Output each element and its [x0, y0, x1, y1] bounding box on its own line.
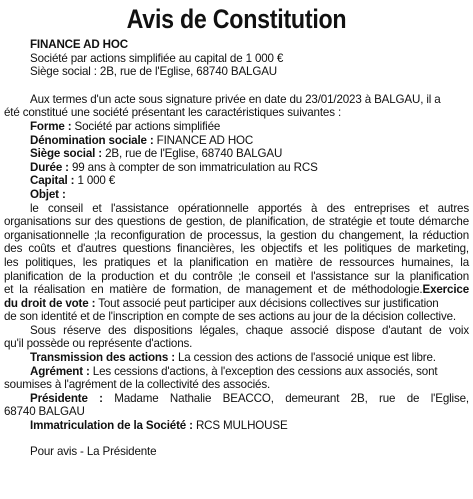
vote-line-2: de son identité et de l'inscription en compte de ses actions au jour de la décision collective.	[4, 310, 456, 324]
agrement-paragraph	[4, 365, 469, 392]
field-duree	[30, 161, 469, 175]
vote-text-1: Tout associé peut participer aux décisions collectives sur justification	[95, 296, 439, 310]
presidente-line-2: 68740 BALGAU	[4, 405, 85, 419]
presidente-line-1	[4, 392, 469, 406]
objet-line-7	[4, 283, 469, 297]
agrement-label: Agrément :	[30, 364, 90, 378]
objet-line-6: planification de la production et du contrôle ;le conseil et l'assistance sur la planification	[4, 269, 469, 283]
immatriculation-line	[4, 419, 469, 433]
field-capital-label: Capital :	[30, 174, 75, 188]
company-header	[4, 38, 469, 79]
transmission-label: Transmission des actions :	[30, 351, 175, 365]
field-duree-value: 99 ans à compter de son immatriculation au RCS	[68, 160, 318, 174]
field-duree-label: Durée :	[30, 160, 69, 174]
reserve-paragraph	[4, 324, 469, 351]
agrement-line-1	[4, 365, 469, 379]
vote-line-1	[4, 297, 469, 311]
objet-line-1: le conseil et l'assistance opérationnelle apportés à des entreprises et autres	[30, 201, 469, 215]
objet-line-4: des coûts et d'autres questions financières, les objectifs et les politiques de marketing,	[4, 242, 469, 256]
transmission-line	[4, 351, 469, 365]
field-siege-label: Siège social :	[30, 147, 103, 161]
intro-line-2: été constitué une société présentant les caractéristiques suivantes :	[4, 106, 342, 120]
presidente-label: Présidente :	[30, 391, 103, 405]
field-forme-value: Société par actions simplifiée	[71, 119, 221, 133]
company-fields	[4, 120, 469, 202]
presidente-text-1: Madame Nathalie BEACCO, demeurant 2B, rue de l'Eglise,	[102, 391, 469, 405]
signature-paragraph	[4, 445, 469, 459]
field-objet	[30, 188, 469, 202]
field-denomination-label: Dénomination sociale :	[30, 133, 154, 147]
exercice-label: Exercice	[422, 283, 469, 297]
signature-line: Pour avis - La Présidente	[30, 444, 157, 458]
company-name: FINANCE AD HOC	[30, 38, 128, 51]
company-address: Siège social : 2B, rue de l'Eglise, 68740 BALGAU	[30, 65, 278, 79]
objet-line-7-text: et la réalisation en matière de formation, de management et de méthodologie.	[4, 283, 423, 297]
transmission-value: La cession des actions de l'associé unique est libre.	[174, 351, 436, 365]
field-siege	[30, 147, 469, 161]
objet-line-5: les politiques, les pratiques et la planification en matière de ressources humaines, la	[4, 255, 469, 269]
field-objet-label: Objet :	[30, 187, 66, 201]
field-siege-value: 2B, rue de l'Eglise, 68740 BALGAU	[102, 147, 283, 161]
vote-label: du droit de vote :	[4, 296, 96, 310]
field-capital	[30, 174, 469, 188]
objet-line-3: organisationnelle ;la reconfiguration de processus, la gestion du changement, la réduction	[4, 228, 469, 242]
field-capital-value: 1 000 €	[74, 174, 116, 188]
company-form-capital: Société par actions simplifiée au capital de 1 000 €	[30, 51, 284, 65]
notice-title: Avis de Constitution	[126, 4, 347, 34]
immatriculation-paragraph	[4, 419, 469, 433]
intro-line-1: Aux termes d'un acte sous signature privée en date du 23/01/2023 à BALGAU, il a	[30, 92, 441, 106]
presidente-paragraph	[4, 392, 469, 419]
transmission-paragraph	[4, 351, 469, 365]
intro-paragraph	[4, 93, 469, 120]
field-forme-label: Forme :	[30, 119, 72, 133]
reserve-line-2: qu'il possède ou représente d'actions.	[4, 337, 193, 351]
objet-paragraph	[4, 202, 469, 324]
agrement-text-1: Les cessions d'actions, à l'exception des cessions aux associés, sont	[89, 364, 438, 378]
reserve-line-1: Sous réserve des dispositions légales, chaque associé dispose d'autant de voix	[30, 323, 469, 337]
immatriculation-label: Immatriculation de la Société :	[30, 419, 193, 433]
field-denomination	[30, 134, 469, 148]
immatriculation-value: RCS MULHOUSE	[192, 419, 288, 433]
field-denomination-value: FINANCE AD HOC	[153, 133, 254, 147]
field-forme	[30, 120, 469, 134]
objet-line-2: organisations sur des questions de gestion, de planification, de stratégie et toute démarche	[4, 215, 469, 229]
agrement-line-2: soumises à l'agrément de la collectivité des associés.	[4, 378, 271, 392]
